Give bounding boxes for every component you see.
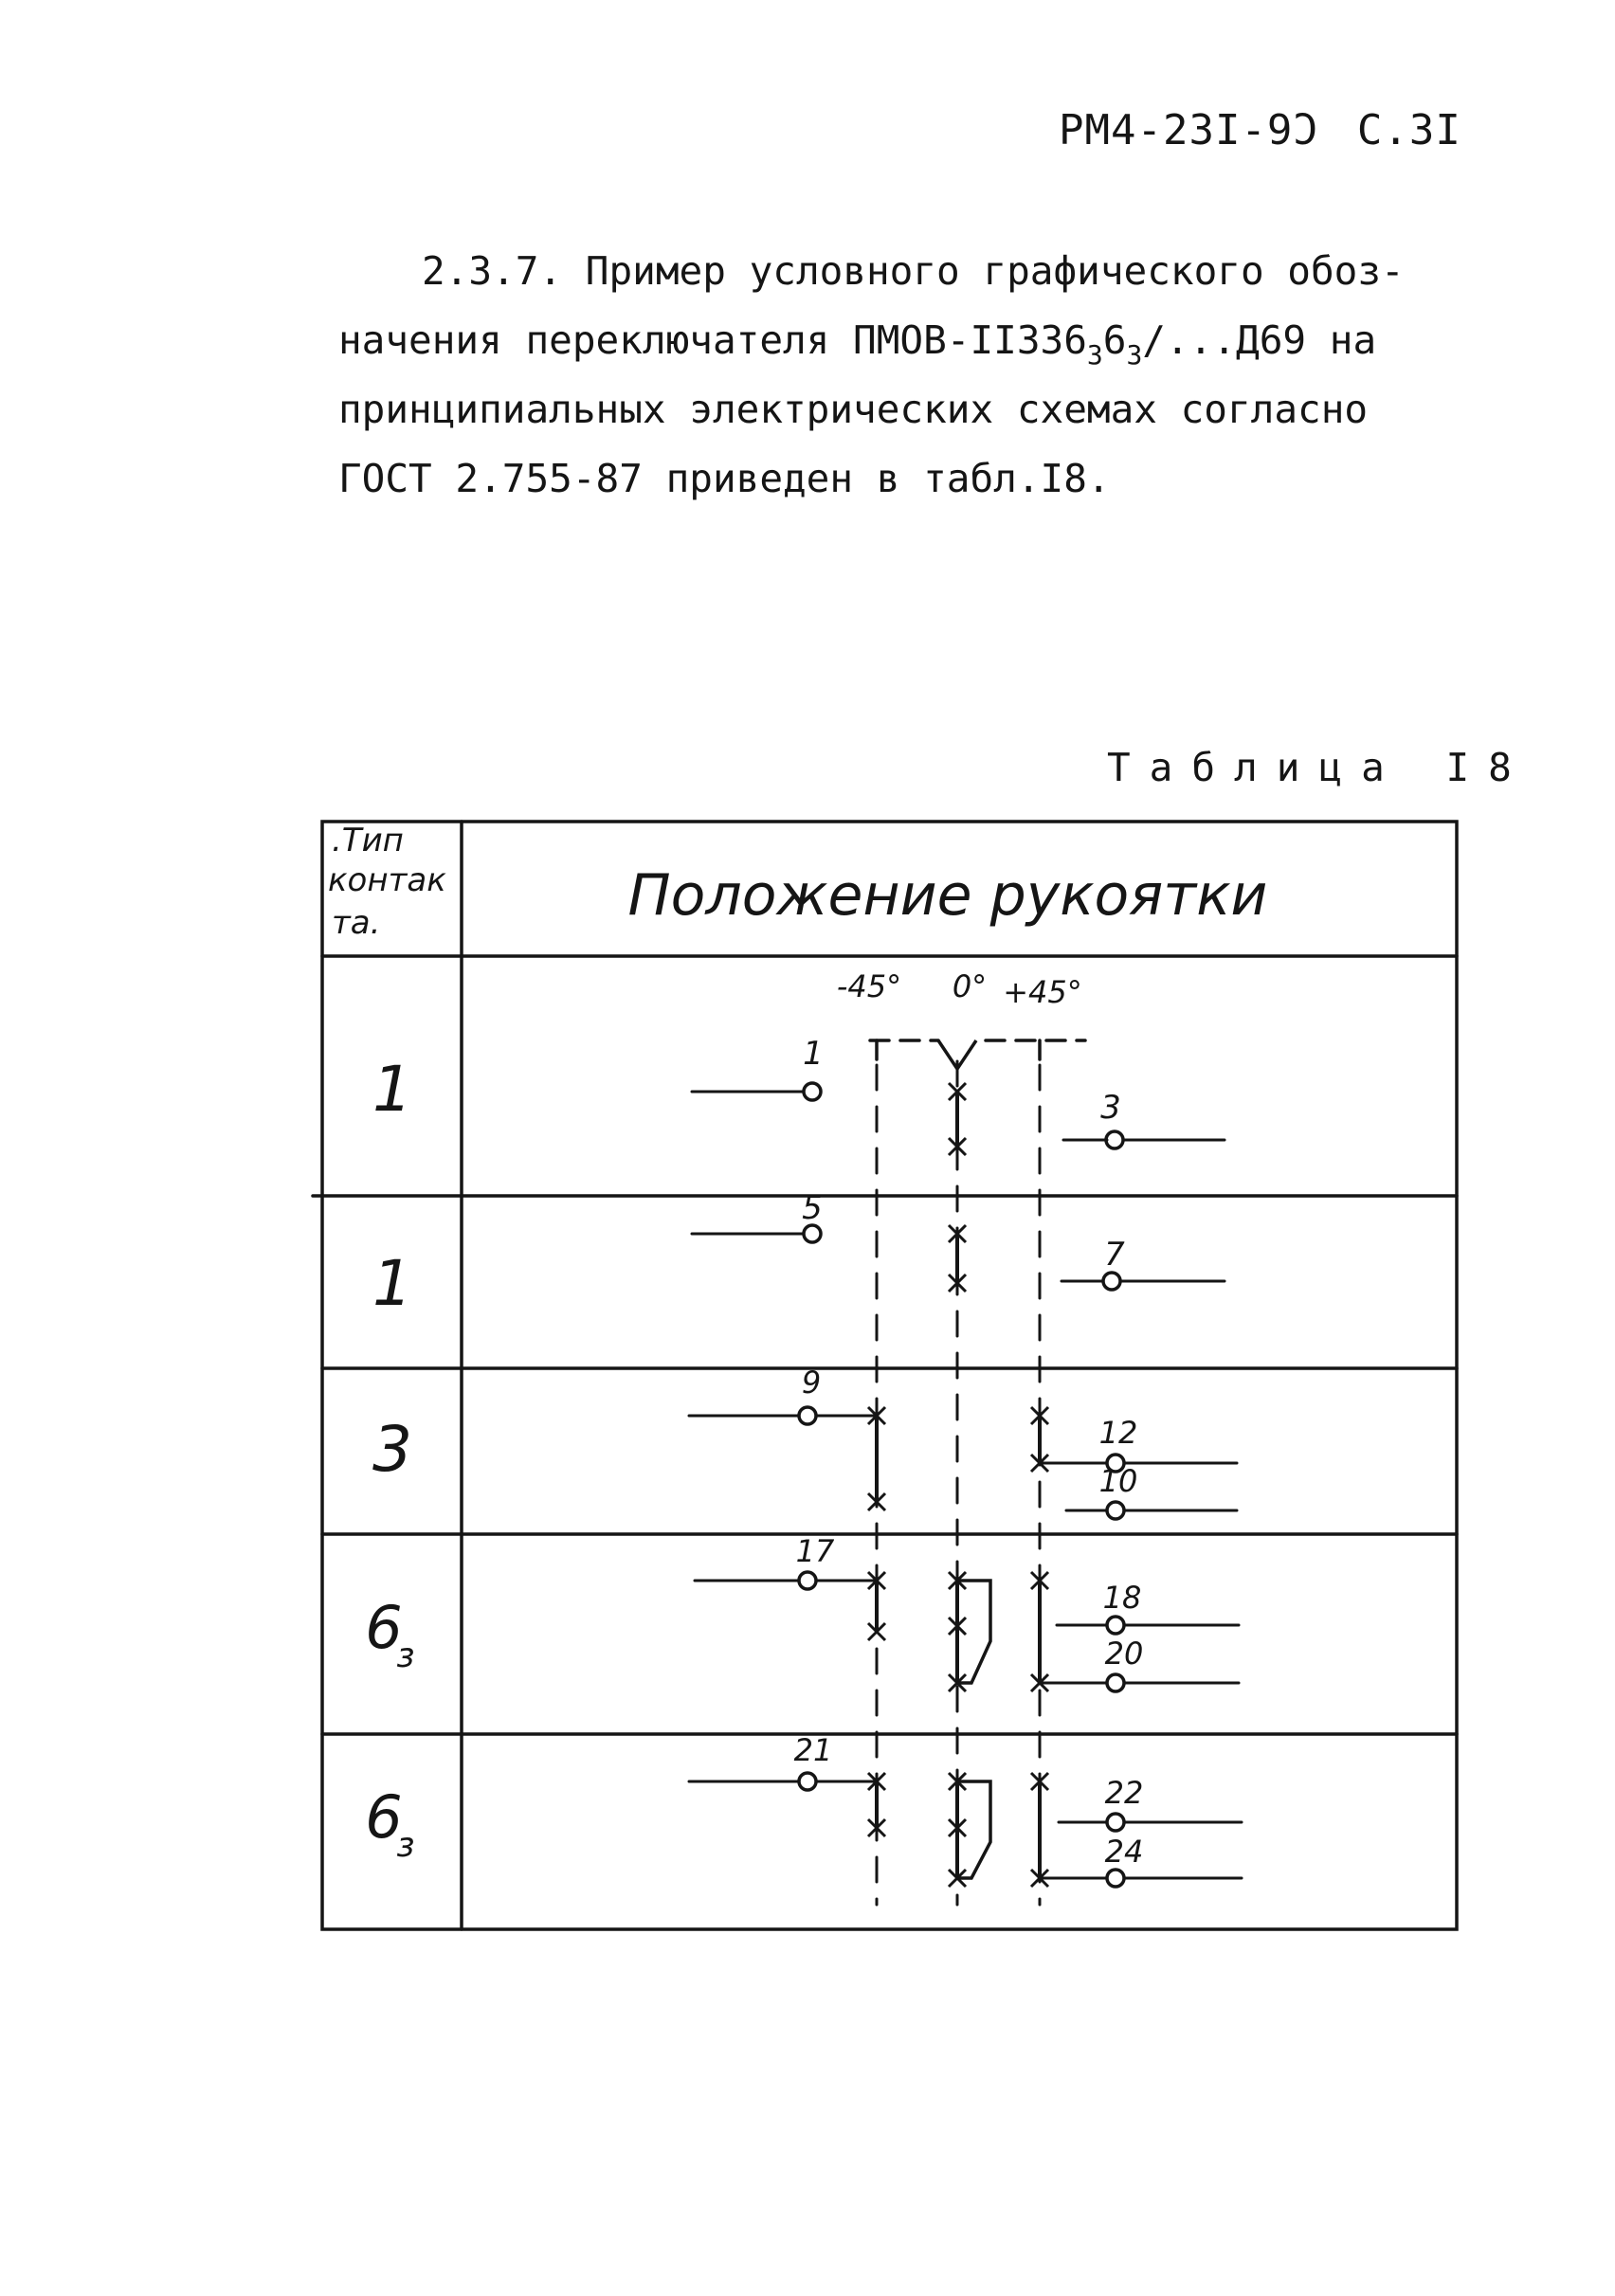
terminal-label: 22 (1104, 1775, 1144, 1811)
header-handle-position: Положение рукоятки (627, 862, 1268, 929)
terminal-label: 20 (1104, 1636, 1144, 1672)
position-label-plus45: +45° (1003, 974, 1082, 1010)
terminal-contact (799, 1572, 816, 1589)
terminal-label: 18 (1102, 1580, 1142, 1616)
terminal-contact (1107, 1502, 1124, 1519)
paragraph-line-2-text: /...Д69 на (1142, 317, 1377, 363)
page-number: С.3I (1356, 106, 1461, 154)
paragraph-line-4: ГОСТ 2.755-87 приведен в табл.I8. (338, 456, 1111, 501)
terminal-label: 21 (793, 1732, 833, 1768)
header-contact-type-line: та. (332, 904, 381, 942)
terminal-label: 24 (1104, 1834, 1144, 1870)
terminal-contact (804, 1225, 821, 1242)
position-label-0: 0° (952, 968, 988, 1004)
table-caption: Таблица I8 (1107, 745, 1531, 790)
contact-type-subscript: з (396, 1636, 415, 1675)
terminal-contact (1107, 1870, 1124, 1887)
terminal-label: 12 (1098, 1415, 1138, 1451)
contact-jumper (957, 1781, 990, 1878)
terminal-label: 10 (1098, 1463, 1138, 1499)
contact-type-label: 6 (365, 1782, 403, 1852)
contact-type-label: 1 (372, 1053, 412, 1126)
terminal-label: 7 (1104, 1236, 1125, 1274)
terminal-contact (1103, 1273, 1120, 1290)
terminal-contact (1107, 1617, 1124, 1634)
paragraph-line-1: 2.3.7. Пример условного графического обоз- (422, 248, 1405, 294)
terminal-label: 3 (1100, 1089, 1121, 1127)
terminal-contact (799, 1407, 816, 1424)
terminal-label: 1 (803, 1035, 824, 1073)
terminal-contact (1107, 1674, 1124, 1691)
terminal-contact (1106, 1131, 1123, 1148)
subscript: 3 (1126, 339, 1143, 371)
position-label-minus45: -45° (836, 968, 902, 1004)
paragraph-line-3: принципиальных электрических схемах согласно (338, 387, 1369, 432)
subscript: 3 (1086, 339, 1103, 371)
contact-type-label: 3 (372, 1413, 412, 1486)
header-contact-type-line: контак (328, 861, 446, 899)
document-code: РМ4-23I-9Ͻ (1059, 106, 1319, 154)
contact-type-subscript: з (396, 1826, 415, 1865)
contact-type-label: 6 (365, 1593, 403, 1662)
terminal-contact (804, 1083, 821, 1100)
header-contact-type-line: .Тип (332, 822, 404, 859)
paragraph-line-2-text: начения переключателя ПМОВ-II336 (338, 317, 1087, 363)
terminal-label: 17 (795, 1533, 835, 1569)
terminal-contact (1107, 1814, 1124, 1831)
contact-type-label: 1 (372, 1247, 412, 1320)
paragraph-line-2-text: 6 (1102, 317, 1127, 363)
terminal-label: 9 (801, 1365, 822, 1401)
terminal-contact (799, 1773, 816, 1790)
terminal-label: 5 (802, 1189, 823, 1227)
